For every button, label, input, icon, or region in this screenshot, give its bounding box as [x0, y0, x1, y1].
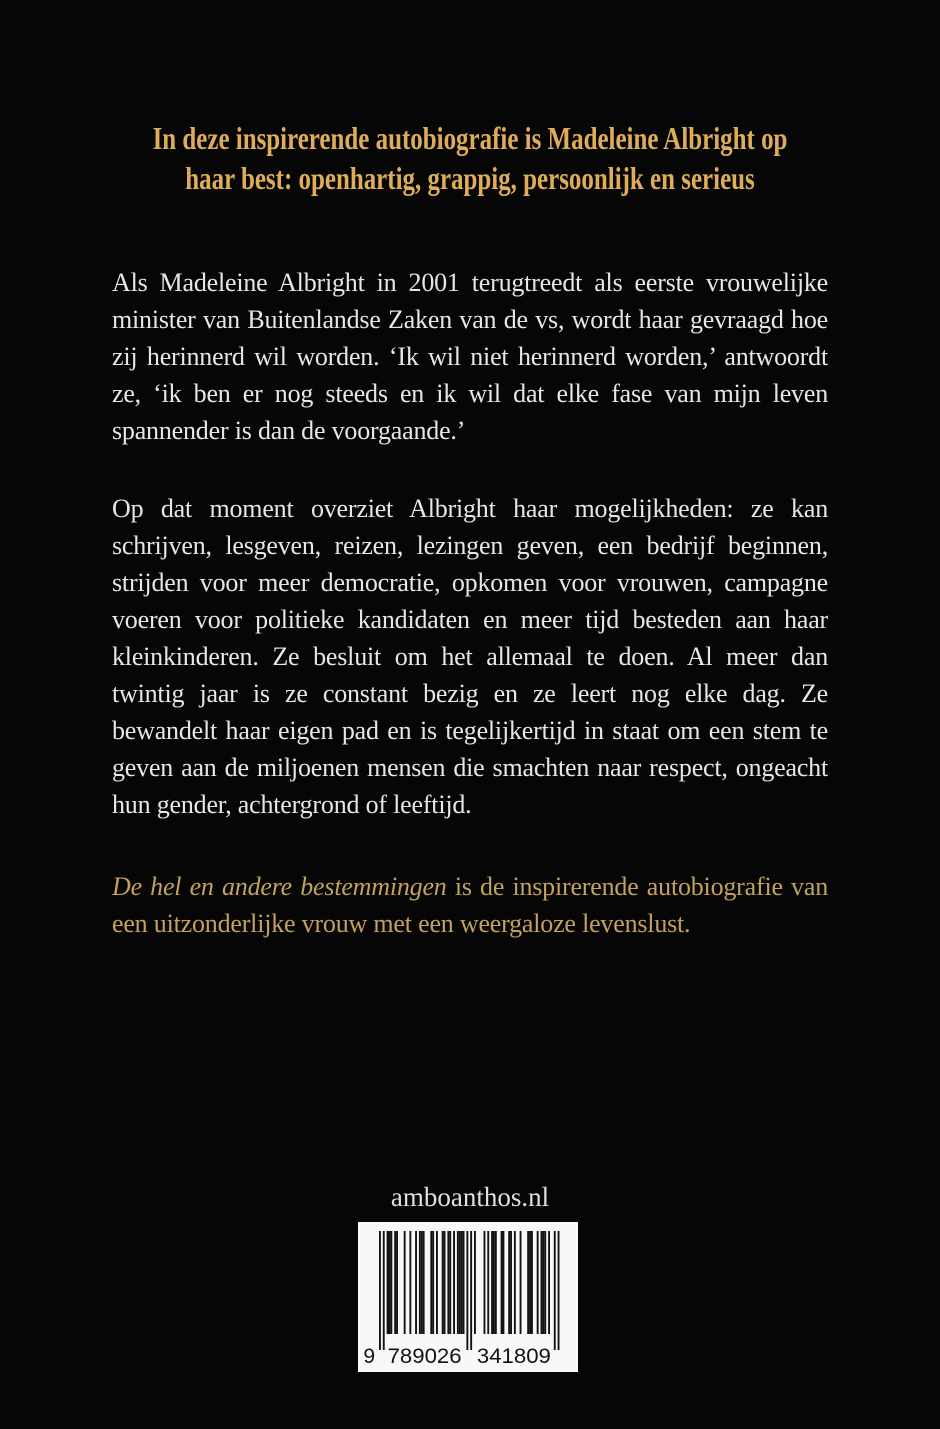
barcode-digits: 341809 [476, 1345, 551, 1368]
publisher-website: amboanthos.nl [390, 1182, 550, 1212]
paragraph-closing [112, 868, 828, 942]
paragraph-intro: Als Madeleine Albright in 2001 terugtreedt als eerste vrouwelijke minister van Buitenlandse Zaken van de vs, wordt haar gevraagd hoe zij herinnerd wil worden. ‘Ik wil niet herinnerd worden,’ antwoordt ze, ‘ik ben er nog steeds en ik wil dat elke fase van mijn leven spannender is dan de voorgaande.’ [112, 268, 828, 445]
barcode [358, 1222, 578, 1372]
headline [0, 118, 940, 198]
book-title-italic: De hel en andere bestemmingen [112, 872, 447, 901]
paragraph-main: Op dat moment overziet Albright haar mogelijkheden: ze kan schrijven, lesgeven, reizen, lezingen geven, een bedrijf beginnen, strijden voor meer democratie, opkomen voor vrouwen, campagne voeren voor politieke kandidaten en meer tijd besteden aan haar kleinkinderen. Ze besluit om het allemaal te doen. Al meer dan twintig jaar is ze constant bezig en ze leert nog elke dag. Ze bewandelt haar eigen pad en is tegelijkertijd in staat om een stem te geven aan de miljoenen mensen die smachten naar respect, ongeacht hun gender, achtergrond of leeftijd. [112, 494, 828, 819]
barcode-svg [358, 1222, 578, 1372]
barcode-digits: 9 [363, 1345, 375, 1368]
headline-line-1: In deze inspirerende autobiografie is Madeleine Albright op [152, 120, 788, 156]
headline-line-2: haar best: openhartig, grappig, persoonlijk en serieus [185, 160, 755, 196]
barcode-digits: 789026 [387, 1345, 462, 1368]
closing-text: is de inspirerende autobiografie van een uitzonderlijke vrouw met een weergaloze levenslust. [112, 872, 828, 938]
